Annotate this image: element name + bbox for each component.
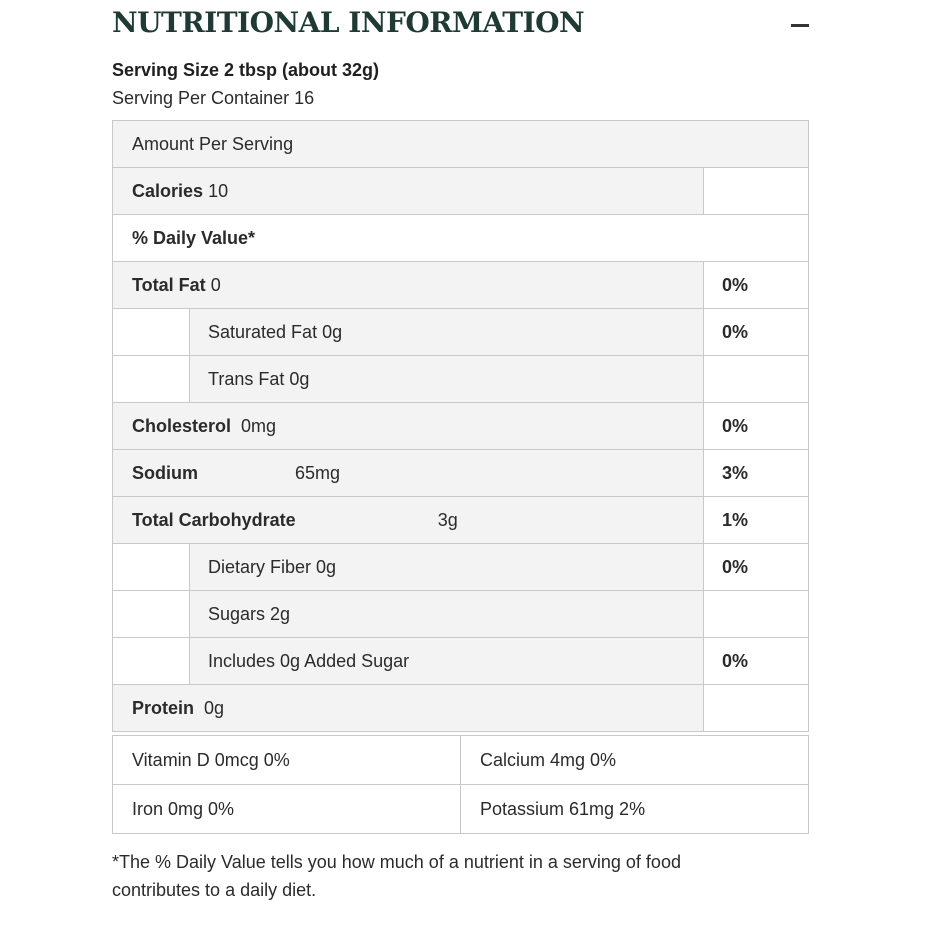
table-row (113, 309, 809, 356)
nutrient-label: Sodium (132, 462, 198, 483)
nutrient-value: 3g (437, 509, 458, 530)
table-row (113, 785, 809, 834)
daily-value-percent: 0% (704, 262, 809, 309)
nutrition-header[interactable] (112, 0, 809, 50)
table-row (113, 685, 809, 732)
daily-value-percent: 0% (704, 544, 809, 591)
table-row (113, 544, 809, 591)
table-row (113, 638, 809, 685)
nutrition-facts-table (112, 120, 809, 732)
nutrient-value: 65mg (295, 462, 341, 483)
page-title: NUTRITIONAL INFORMATION (112, 6, 585, 39)
vitamins-table (112, 735, 809, 834)
daily-value-header: % Daily Value* (113, 215, 809, 262)
table-row (113, 121, 809, 168)
table-row (113, 262, 809, 309)
nutrient-value: 0mg (241, 415, 277, 436)
nutrient-label: Saturated Fat 0g (190, 309, 704, 356)
iron: Iron 0mg 0% (113, 785, 461, 834)
nutrient-label: Sugars 2g (190, 591, 704, 638)
nutrient-label: Includes 0g Added Sugar (190, 638, 704, 685)
table-row (113, 168, 809, 215)
daily-value-percent: 0% (704, 403, 809, 450)
calcium: Calcium 4mg 0% (461, 736, 809, 785)
nutrient-value: 0g (204, 697, 225, 718)
serving-size: Serving Size 2 tbsp (about 32g) (112, 60, 380, 80)
table-row (113, 403, 809, 450)
calories-value: 10 (208, 180, 229, 201)
table-row (113, 356, 809, 403)
potassium: Potassium 61mg 2% (461, 785, 809, 834)
nutrient-label: Total Fat (132, 274, 206, 295)
nutrition-panel (112, 0, 809, 900)
table-row (113, 591, 809, 638)
daily-value-percent: 0% (704, 638, 809, 685)
minus-icon[interactable] (791, 24, 809, 27)
nutrient-label: Cholesterol (132, 415, 232, 436)
daily-value-percent: 1% (704, 497, 809, 544)
daily-value-percent (704, 591, 809, 638)
nutrient-value: 0 (210, 274, 221, 295)
daily-value-percent (704, 685, 809, 732)
footnote: *The % Daily Value tells you how much of a nutrient in a serving of food contributes to a daily diet. (112, 852, 681, 900)
nutrient-label: Dietary Fiber 0g (190, 544, 704, 591)
nutrient-label: Protein (132, 697, 195, 718)
table-row (113, 736, 809, 785)
vitamin-d: Vitamin D 0mcg 0% (113, 736, 461, 785)
table-row (113, 215, 809, 262)
servings-per-container: Serving Per Container 16 (112, 88, 315, 108)
table-row (113, 450, 809, 497)
daily-value-percent: 0% (704, 309, 809, 356)
table-row (113, 497, 809, 544)
daily-value-percent (704, 356, 809, 403)
daily-value-percent: 3% (704, 450, 809, 497)
nutrient-label: Total Carbohydrate (132, 509, 296, 530)
nutrient-label: Trans Fat 0g (190, 356, 704, 403)
calories-label: Calories (132, 180, 204, 201)
amount-per-serving: Amount Per Serving (113, 121, 809, 168)
